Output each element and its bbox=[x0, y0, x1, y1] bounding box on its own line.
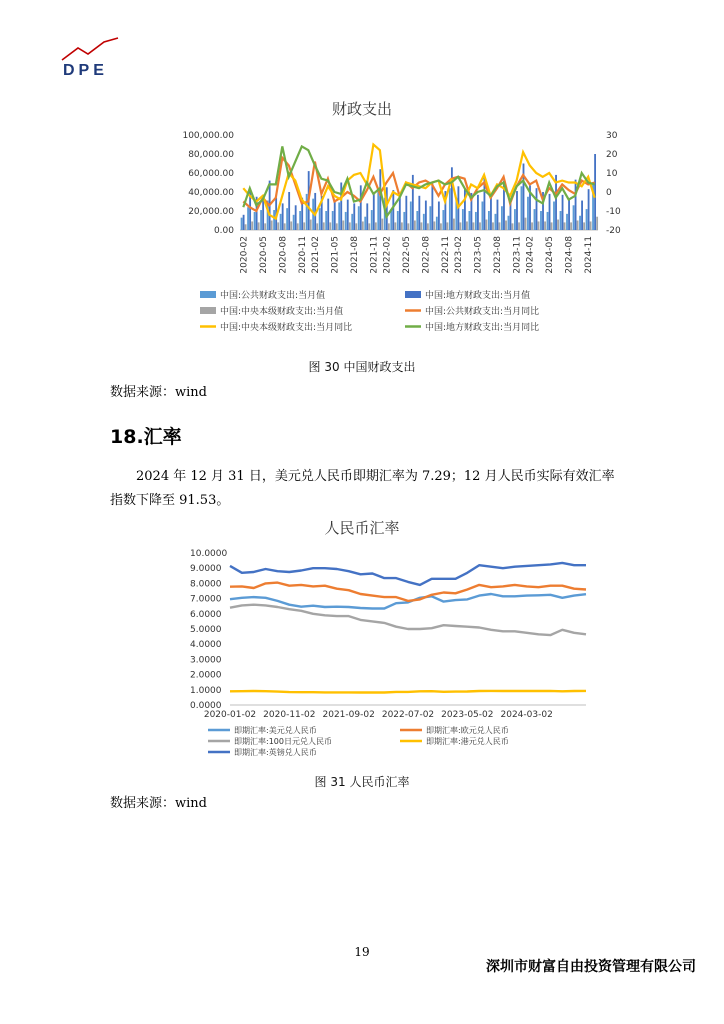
bar bbox=[403, 212, 405, 230]
bar bbox=[243, 215, 245, 230]
bar bbox=[342, 221, 344, 231]
bar bbox=[345, 212, 347, 230]
bar bbox=[416, 211, 418, 230]
legend-label: 即期汇率:欧元兑人民币 bbox=[426, 726, 509, 735]
bar bbox=[351, 214, 353, 230]
bar bbox=[427, 223, 429, 230]
bar bbox=[521, 186, 523, 230]
y-left-tick-label: 80,000.00 bbox=[188, 150, 234, 160]
x-tick-label: 2024-08 bbox=[564, 236, 575, 274]
bar bbox=[258, 222, 260, 230]
fiscal-expenditure-chart bbox=[160, 125, 630, 350]
bar bbox=[251, 221, 253, 230]
bar bbox=[499, 222, 501, 230]
bar bbox=[349, 222, 351, 230]
bar bbox=[468, 211, 470, 230]
bar bbox=[310, 220, 312, 230]
bar bbox=[368, 223, 370, 230]
y-tick-label: 1.0000 bbox=[190, 685, 222, 696]
x-tick-label: 2020-05 bbox=[258, 236, 269, 274]
bar bbox=[397, 211, 399, 230]
bar bbox=[293, 215, 295, 230]
x-tick-label: 2024-05 bbox=[545, 236, 556, 274]
y-right-tick-label: -20 bbox=[606, 226, 621, 236]
chart2-caption: 图 31 人民币汇率 bbox=[314, 775, 410, 789]
x-tick-label: 2021-05 bbox=[330, 236, 341, 274]
y-tick-label: 6.0000 bbox=[190, 609, 222, 620]
bar bbox=[514, 209, 516, 230]
bar bbox=[334, 201, 336, 230]
company-footer: 深圳市财富自由投资管理有限公司 bbox=[486, 959, 696, 975]
chart1-title: 财政支出 bbox=[331, 100, 392, 118]
bar bbox=[377, 191, 379, 230]
x-tick-label: 2022-05 bbox=[401, 236, 412, 274]
bar bbox=[447, 222, 449, 230]
bar bbox=[481, 202, 483, 231]
bar bbox=[405, 196, 407, 230]
bar bbox=[490, 195, 492, 230]
bar bbox=[492, 222, 494, 230]
series-line bbox=[230, 691, 586, 693]
bar bbox=[273, 210, 275, 230]
x-tick-label: 2023-02 bbox=[454, 236, 465, 274]
legend-label: 中国:中央本级财政支出:当月值 bbox=[220, 307, 344, 317]
bar bbox=[538, 221, 540, 230]
y-tick-label: 5.0000 bbox=[190, 625, 222, 635]
bar bbox=[544, 221, 546, 230]
y-left-tick-label: 20,000.00 bbox=[188, 207, 234, 217]
page-number: 19 bbox=[354, 945, 370, 959]
bar bbox=[442, 210, 444, 230]
bar bbox=[549, 194, 551, 230]
series-line bbox=[230, 583, 586, 601]
bar bbox=[518, 222, 520, 230]
chart2-title: 人民币汇率 bbox=[324, 519, 400, 537]
bar bbox=[247, 207, 249, 230]
x-tick-label: 2020-11-02 bbox=[263, 710, 316, 720]
bar bbox=[299, 211, 301, 230]
bar bbox=[525, 218, 527, 230]
x-tick-label: 2023-05-02 bbox=[441, 710, 494, 720]
bar bbox=[527, 197, 529, 230]
chart2-source: 数据来源：wind bbox=[110, 796, 207, 811]
bar bbox=[379, 169, 381, 230]
bar bbox=[553, 202, 555, 231]
y-right-tick-label: 20 bbox=[606, 150, 618, 160]
bar bbox=[429, 206, 431, 230]
bar bbox=[323, 222, 325, 230]
bar bbox=[568, 199, 570, 230]
x-tick-label: 2021-02 bbox=[310, 236, 321, 274]
bar bbox=[319, 208, 321, 230]
bar bbox=[329, 222, 331, 230]
legend-label: 即期汇率:美元兑人民币 bbox=[234, 726, 317, 735]
bar bbox=[453, 219, 455, 230]
bar bbox=[260, 210, 262, 230]
y-tick-label: 10.0000 bbox=[190, 549, 228, 559]
bar bbox=[364, 217, 366, 230]
bar bbox=[290, 221, 292, 230]
bar bbox=[282, 203, 284, 230]
chart1-source: 数据来源：wind bbox=[110, 385, 207, 400]
bar bbox=[284, 223, 286, 230]
y-left-tick-label: 0.00 bbox=[213, 226, 234, 236]
bar bbox=[412, 175, 414, 230]
bar bbox=[373, 192, 375, 230]
legend-label: 中国:公共财政支出:当月同比 bbox=[425, 307, 540, 317]
y-right-tick-label: 0 bbox=[606, 188, 612, 198]
y-tick-label: 4.0000 bbox=[190, 640, 222, 651]
y-right-tick-label: 30 bbox=[606, 131, 618, 141]
bar bbox=[394, 222, 396, 230]
bar bbox=[241, 218, 243, 230]
section-title: 18.汇率 bbox=[110, 426, 182, 448]
bar bbox=[425, 201, 427, 230]
bar bbox=[264, 223, 266, 230]
y-tick-label: 3.0000 bbox=[190, 655, 222, 666]
bar bbox=[540, 211, 542, 230]
bar bbox=[557, 220, 559, 230]
bar bbox=[486, 220, 488, 230]
bar bbox=[280, 214, 282, 230]
bar bbox=[353, 203, 355, 230]
bar bbox=[366, 203, 368, 230]
bar bbox=[581, 201, 583, 230]
bar bbox=[254, 212, 256, 230]
bar bbox=[358, 206, 360, 230]
bar bbox=[477, 195, 479, 230]
bar bbox=[288, 192, 290, 230]
bar bbox=[449, 188, 451, 230]
bar bbox=[505, 221, 507, 231]
bar bbox=[531, 222, 533, 230]
bar bbox=[271, 221, 273, 231]
bar bbox=[466, 221, 468, 230]
y-left-tick-label: 40,000.00 bbox=[188, 188, 234, 198]
legend-swatch bbox=[200, 307, 216, 314]
bar bbox=[388, 223, 390, 230]
legend-label: 中国:中央本级财政支出:当月同比 bbox=[220, 323, 353, 333]
bar bbox=[596, 217, 598, 230]
bar bbox=[479, 222, 481, 230]
bar bbox=[392, 190, 394, 230]
bar bbox=[583, 222, 585, 230]
y-tick-label: 9.0000 bbox=[190, 564, 222, 575]
bar bbox=[547, 212, 549, 230]
x-tick-label: 2023-08 bbox=[493, 236, 504, 274]
legend-label: 中国:地方财政支出:当月同比 bbox=[425, 323, 540, 333]
x-tick-label: 2022-07-02 bbox=[381, 710, 435, 720]
bar bbox=[562, 195, 564, 230]
y-tick-label: 8.0000 bbox=[190, 579, 222, 590]
bar bbox=[495, 214, 497, 230]
y-tick-label: 0.0000 bbox=[190, 701, 222, 711]
bar bbox=[534, 209, 536, 230]
bar bbox=[433, 221, 435, 230]
bar bbox=[570, 222, 572, 230]
x-tick-label: 2024-11 bbox=[584, 236, 595, 274]
x-tick-label: 2021-11 bbox=[369, 236, 380, 274]
x-tick-label: 2022-02 bbox=[382, 235, 393, 274]
bar bbox=[564, 222, 566, 230]
y-tick-label: 2.0000 bbox=[190, 670, 222, 681]
legend-label: 即期汇率:港元兑人民币 bbox=[426, 737, 509, 746]
bar bbox=[375, 222, 377, 230]
x-tick-label: 2024-03-02 bbox=[500, 710, 553, 720]
bar bbox=[414, 221, 416, 231]
bar bbox=[381, 219, 383, 230]
bar bbox=[407, 223, 409, 230]
bar bbox=[497, 200, 499, 230]
bar bbox=[362, 221, 364, 230]
bar bbox=[473, 222, 475, 230]
bar bbox=[418, 196, 420, 230]
y-left-tick-label: 60,000.00 bbox=[188, 169, 234, 179]
bar bbox=[575, 180, 577, 230]
section-paragraph: 2024 年 12 月 31 日，美元兑人民币即期汇率为 7.29；12 月人民币实际有效汇率指数下降至 91.53。 bbox=[110, 469, 615, 508]
bar bbox=[262, 198, 264, 230]
bar bbox=[551, 222, 553, 230]
bar bbox=[590, 221, 592, 230]
bar bbox=[501, 206, 503, 230]
bar bbox=[588, 189, 590, 230]
x-tick-label: 2023-11 bbox=[512, 236, 523, 274]
legend-label: 中国:公共财政支出:当月值 bbox=[220, 291, 326, 301]
bar bbox=[295, 205, 297, 230]
bar bbox=[451, 167, 453, 230]
x-tick-label: 2022-11 bbox=[441, 236, 452, 274]
trend-line-logo-icon bbox=[62, 38, 118, 60]
bar bbox=[336, 223, 338, 230]
bar bbox=[332, 211, 334, 230]
x-tick-label: 2020-01-02 bbox=[203, 710, 257, 720]
bar bbox=[488, 211, 490, 230]
bar bbox=[516, 191, 518, 230]
legend-swatch bbox=[200, 291, 216, 298]
bar bbox=[594, 154, 596, 230]
rmb-exchange-rate-chart bbox=[160, 543, 600, 765]
bar bbox=[508, 216, 510, 230]
x-tick-label: 2020-02 bbox=[239, 236, 250, 274]
y-tick-label: 7.0000 bbox=[190, 594, 222, 605]
bar bbox=[410, 202, 412, 231]
bar bbox=[512, 223, 514, 230]
x-tick-label: 2021-08 bbox=[349, 236, 360, 274]
bar bbox=[475, 212, 477, 230]
bar bbox=[566, 214, 568, 230]
legend-label: 即期汇率:英镑兑人民币 bbox=[234, 748, 317, 757]
bar bbox=[423, 214, 425, 230]
bar bbox=[573, 205, 575, 230]
bar bbox=[462, 209, 464, 230]
bar bbox=[438, 202, 440, 231]
bar bbox=[286, 208, 288, 230]
bar bbox=[297, 223, 299, 230]
bar bbox=[371, 210, 373, 230]
bar bbox=[347, 200, 349, 230]
y-right-tick-label: -10 bbox=[606, 207, 621, 217]
bar bbox=[316, 223, 318, 230]
bar bbox=[327, 199, 329, 230]
bar bbox=[303, 222, 305, 230]
bar bbox=[431, 182, 433, 230]
bar bbox=[436, 217, 438, 230]
bar bbox=[338, 202, 340, 230]
x-tick-label: 2020-08 bbox=[278, 236, 289, 274]
legend-swatch bbox=[405, 291, 421, 298]
bar bbox=[360, 185, 362, 230]
bar bbox=[306, 194, 308, 230]
x-tick-label: 2024-02 bbox=[525, 236, 536, 274]
bar bbox=[536, 188, 538, 230]
logo-text: DPE bbox=[63, 62, 108, 79]
bar bbox=[401, 222, 403, 230]
bar bbox=[325, 211, 327, 230]
x-tick-label: 2020-11 bbox=[297, 236, 308, 274]
bar bbox=[440, 223, 442, 230]
bar bbox=[560, 211, 562, 230]
chart1-caption: 图 30 中国财政支出 bbox=[308, 360, 416, 374]
x-tick-label: 2022-08 bbox=[421, 236, 432, 274]
bar bbox=[355, 223, 357, 230]
legend-label: 中国:地方财政支出:当月值 bbox=[425, 291, 531, 301]
y-right-tick-label: 10 bbox=[606, 169, 618, 179]
y-left-tick-label: 100,000.00 bbox=[182, 131, 234, 141]
bar bbox=[579, 216, 581, 230]
bar bbox=[245, 224, 247, 230]
legend-label: 即期汇率:100日元兑人民币 bbox=[234, 737, 332, 746]
bar bbox=[577, 221, 579, 231]
bar bbox=[460, 222, 462, 230]
bar bbox=[277, 222, 279, 230]
bar bbox=[420, 222, 422, 230]
series-line bbox=[230, 563, 586, 585]
series-line bbox=[230, 605, 586, 635]
x-tick-label: 2021-09-02 bbox=[322, 710, 375, 720]
x-tick-label: 2023-05 bbox=[473, 236, 484, 274]
bar bbox=[586, 209, 588, 230]
